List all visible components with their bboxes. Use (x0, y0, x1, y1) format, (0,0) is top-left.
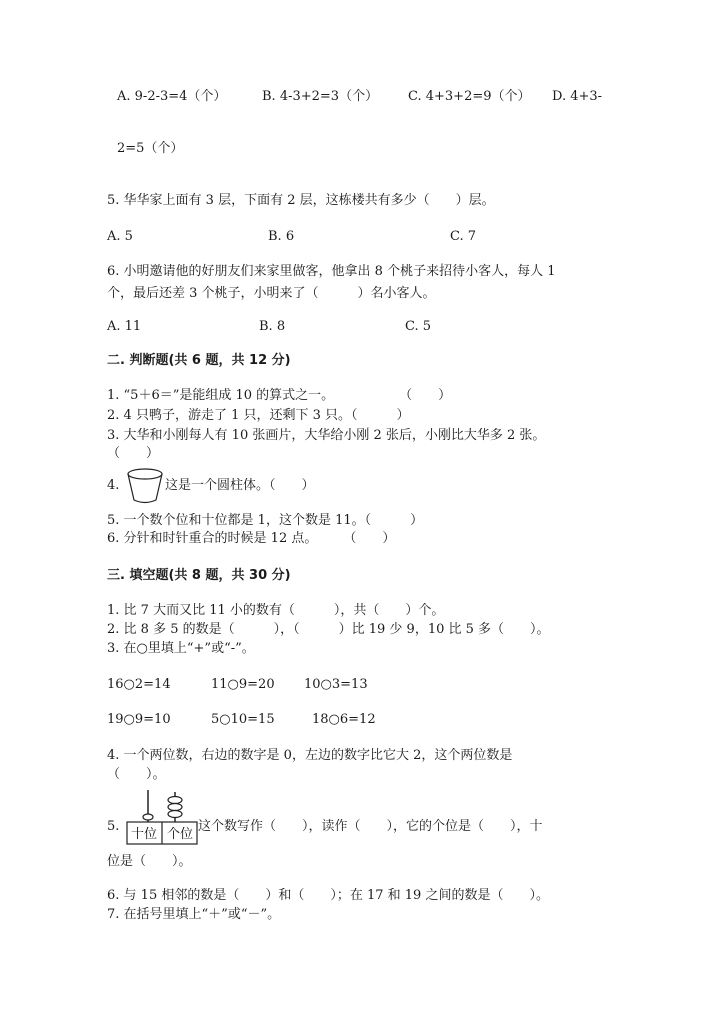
equation: 19○9=10 (107, 712, 171, 727)
judge-item-4-text: 这是一个圆柱体。（ ） (165, 478, 315, 493)
equation: 18○6=12 (312, 712, 376, 727)
judge-item-2: 2. 4 只鸭子，游走了 1 只，还剩下 3 只。（ ） (107, 408, 410, 423)
option-c: C. 4+3+2=9（个） (408, 89, 531, 104)
option-a: A. 5 (107, 229, 133, 244)
option-b: B. 8 (259, 319, 286, 334)
fill-item-4-line1: 4. 一个两位数，右边的数字是 0，左边的数字比它大 2，这个两位数是 (107, 748, 513, 763)
fill-item-5-line2: 位是（ ）。 (107, 854, 192, 869)
section-heading: 二. 判断题(共 6 题，共 12 分) (107, 353, 291, 368)
equation: 11○9=20 (211, 677, 275, 692)
abacus-ones-label: 个位 (166, 827, 194, 842)
option-a: A. 9-2-3=4（个） (117, 89, 227, 104)
equation: 10○3=13 (304, 677, 368, 692)
option-b: B. 6 (268, 229, 295, 244)
question-6-line1: 6. 小明邀请他的好朋友们来家里做客，他拿出 8 个桃子来招待小客人，每人 1 (107, 264, 556, 279)
abacus-image (126, 788, 198, 846)
fill-item-6: 6. 与 15 相邻的数是（ ）和（ ）；在 17 和 19 之间的数是（ ）。 (107, 888, 549, 903)
option-c: C. 7 (450, 229, 477, 244)
bucket-shape-image (125, 466, 165, 506)
judge-item-3-paren: （ ） (107, 446, 160, 461)
judge-item-4-number: 4. (107, 478, 120, 493)
fill-item-4-line2: （ ）。 (107, 767, 166, 782)
option-d: D. 4+3- (552, 89, 603, 104)
fill-item-2: 2. 比 8 多 5 的数是（ ），（ ）比 19 少 9，10 比 5 多（ ）。 (107, 622, 550, 637)
judge-item-1: 1. “5＋6＝”是能组成 10 的算式之一。 （ ） (107, 388, 452, 403)
question-6-line2: 个，最后还差 3 个桃子，小明来了（ ）名小客人。 (107, 286, 436, 301)
fill-item-1: 1. 比 7 大而又比 11 小的数有（ ），共（ ）个。 (107, 603, 445, 618)
fill-item-7: 7. 在括号里填上“＋”或“－”。 (107, 907, 281, 922)
equation: 5○10=15 (211, 712, 275, 727)
option-a: A. 11 (107, 319, 142, 334)
abacus-tens-label: 十位 (130, 827, 158, 842)
equation: 16○2=14 (107, 677, 171, 692)
fill-item-5-text: 这个数写作（ ），读作（ ），它的个位是（ ），十 (198, 819, 543, 834)
judge-item-3: 3. 大华和小刚每人有 10 张画片，大华给小刚 2 张后，小刚比大华多 2 张。 (107, 428, 546, 443)
option-c: C. 5 (405, 319, 432, 334)
option-b: B. 4-3+2=3（个） (262, 89, 379, 104)
section-heading: 三. 填空题(共 8 题，共 30 分) (107, 568, 291, 583)
question-5: 5. 华华家上面有 3 层，下面有 2 层，这栋楼共有多少（ ）层。 (107, 193, 495, 208)
fill-item-3: 3. 在○里填上“+”或“-”。 (107, 641, 255, 656)
judge-item-5: 5. 一个数个位和十位都是 1，这个数是 11。（ ） (107, 513, 424, 528)
judge-item-6: 6. 分针和时针重合的时候是 12 点。 （ ） (107, 531, 396, 546)
fill-item-5-number: 5. (107, 819, 120, 834)
option-d-continued: 2=5（个） (117, 141, 184, 156)
